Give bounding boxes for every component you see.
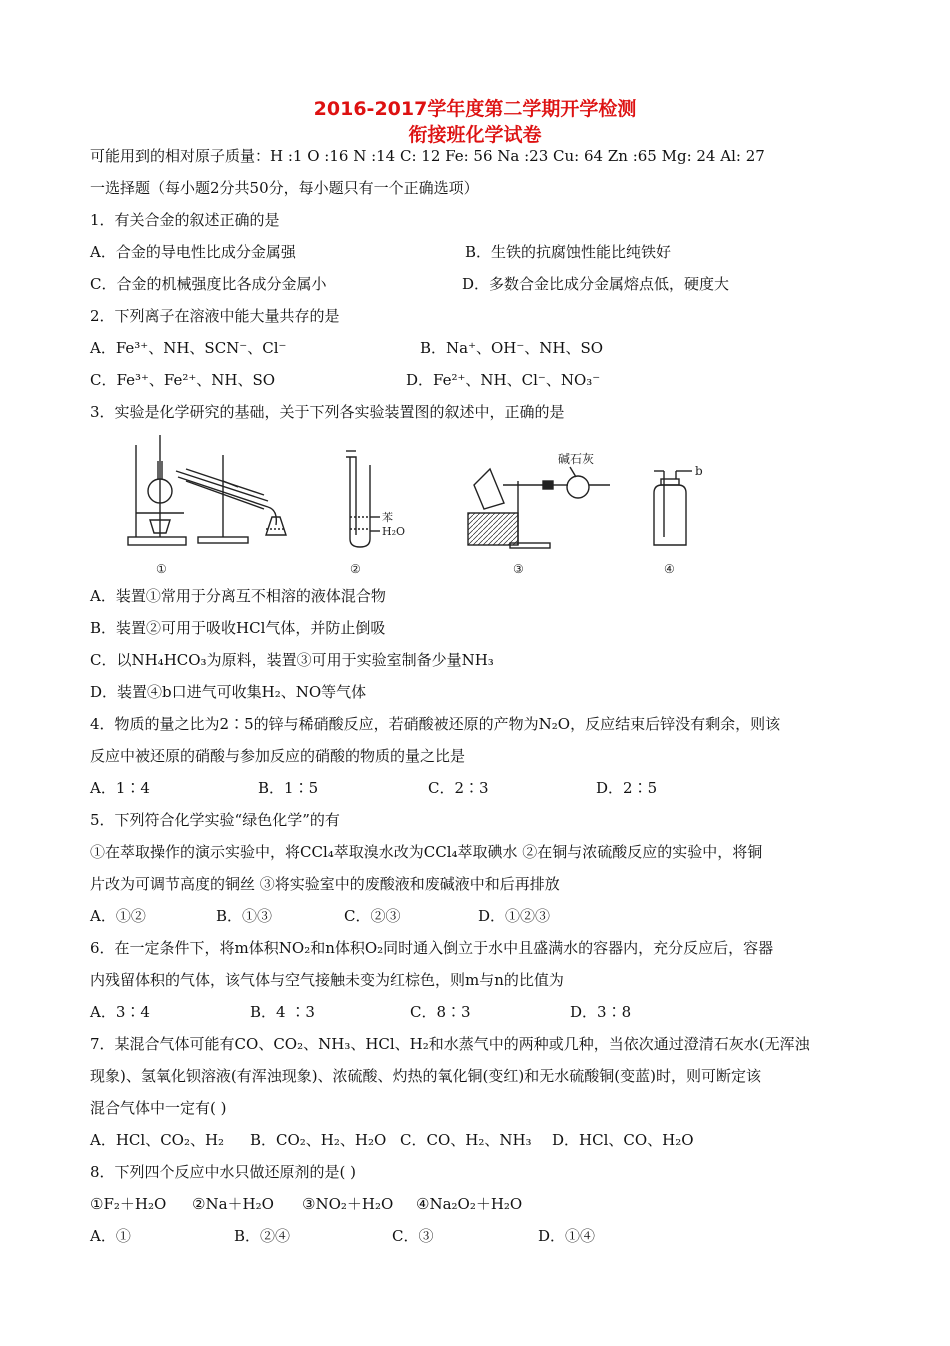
soda-lime-label: 碱石灰: [558, 452, 595, 466]
q8-stem: 8．下列四个反应中水只做还原剂的是( ): [90, 1163, 357, 1181]
q5-option-b[interactable]: B．①③: [216, 907, 273, 925]
q8-reaction-1: ①F₂＋H₂O: [90, 1195, 167, 1213]
q8-reaction-3: ③NO₂＋H₂O: [302, 1195, 394, 1213]
q3-apparatus-figure: [118, 425, 738, 585]
q7-option-b[interactable]: B．CO₂、H₂、H₂O: [250, 1131, 387, 1149]
q5-item-line1: ①在萃取操作的演示实验中，将CCl₄萃取溴水改为CCl₄萃取碘水 ②在铜与浓硫酸反应的实验中，将铜: [90, 843, 763, 861]
q4-option-b[interactable]: B．1∶5: [258, 779, 319, 797]
q6-stem-line1: 6．在一定条件下，将m体积NO₂和n体积O₂同时通入倒立于水中且盛满水的容器内，充分反应后，容器: [90, 939, 774, 957]
q5-option-a[interactable]: A．①②: [90, 907, 146, 925]
q8-reaction-4: ④Na₂O₂＋H₂O: [416, 1195, 523, 1213]
fig-label-1: ①: [156, 562, 167, 576]
q1-option-a[interactable]: A．合金的导电性比成分金属强: [90, 243, 296, 261]
q2-option-b[interactable]: B．Na⁺、OH⁻、NH、SO: [420, 339, 604, 357]
q5-item-line2: 片改为可调节高度的铜丝 ③将实验室中的废酸液和废碱液中和后再排放: [90, 875, 560, 893]
q1-option-d[interactable]: D．多数合金比成分金属熔点低，硬度大: [462, 275, 730, 293]
q3-stem: 3．实验是化学研究的基础，关于下列各实验装置图的叙述中，正确的是: [90, 403, 565, 421]
q7-stem-line3: 混合气体中一定有( ): [90, 1099, 227, 1117]
fig-label-4: ④: [664, 562, 675, 576]
q7-option-d[interactable]: D．HCl、CO、H₂O: [552, 1131, 694, 1149]
q3-option-b[interactable]: B．装置②可用于吸收HCl气体，并防止倒吸: [90, 619, 386, 637]
port-b-label: b: [695, 464, 703, 478]
q3-option-a[interactable]: A．装置①常用于分离互不相溶的液体混合物: [90, 587, 386, 605]
fig-label-3: ③: [513, 562, 524, 576]
apparatus-2-test-tube: [346, 451, 380, 547]
q2-stem: 2．下列离子在溶液中能大量共存的是: [90, 307, 340, 325]
q2-option-c[interactable]: C．Fe³⁺、Fe²⁺、NH、SO: [90, 371, 276, 389]
q6-option-b[interactable]: B．4 ∶3: [250, 1003, 315, 1021]
q5-option-d[interactable]: D．①②③: [478, 907, 551, 925]
q8-option-d[interactable]: D．①④: [538, 1227, 596, 1245]
q7-option-a[interactable]: A．HCl、CO₂、H₂: [90, 1131, 225, 1149]
benzene-label: 苯: [382, 511, 393, 524]
q7-stem-line2: 现象)、氢氧化钡溶液(有浑浊现象)、浓硫酸、灼热的氧化铜(变红)和无水硫酸铜(变蓝)时，则可断定该: [90, 1067, 761, 1085]
q8-reaction-2: ②Na＋H₂O: [192, 1195, 274, 1213]
exam-subtitle: 衔接班化学试卷: [408, 124, 542, 146]
q1-option-c[interactable]: C．合金的机械强度比各成分金属小: [90, 275, 327, 293]
q6-option-c[interactable]: C．8∶3: [410, 1003, 471, 1021]
q4-option-a[interactable]: A．1∶4: [90, 779, 150, 797]
q2-option-d[interactable]: D．Fe²⁺、NH、Cl⁻、NO₃⁻: [406, 371, 601, 389]
q7-option-c[interactable]: C．CO、H₂、NH₃: [400, 1131, 532, 1149]
q6-option-a[interactable]: A．3∶4: [90, 1003, 150, 1021]
q1-stem: 1．有关合金的叙述正确的是: [90, 211, 280, 229]
q4-stem-line1: 4．物质的量之比为2∶5的锌与稀硝酸反应，若硝酸被还原的产物为N₂O，反应结束后锌没有剩余，则该: [90, 715, 781, 733]
q4-option-c[interactable]: C．2∶3: [428, 779, 489, 797]
q7-stem-line1: 7．某混合气体可能有CO、CO₂、NH₃、HCl、H₂和水蒸气中的两种或几种，当依次通过澄清石灰水(无浑浊: [90, 1035, 810, 1053]
q6-option-d[interactable]: D．3∶8: [570, 1003, 632, 1021]
q1-option-b[interactable]: B．生铁的抗腐蚀性能比纯铁好: [465, 243, 672, 261]
q5-stem: 5．下列符合化学实验“绿色化学”的有: [90, 811, 340, 829]
apparatus-3-heating: [468, 467, 610, 548]
q5-option-c[interactable]: C．②③: [344, 907, 401, 925]
q4-option-d[interactable]: D．2∶5: [596, 779, 658, 797]
q6-stem-line2: 内残留体积的气体，该气体与空气接触未变为红棕色，则m与n的比值为: [90, 971, 564, 989]
water-label: H₂O: [382, 525, 406, 538]
q4-stem-line2: 反应中被还原的硝酸与参加反应的硝酸的物质的量之比是: [90, 747, 466, 765]
apparatus-1-distillation: [128, 435, 286, 545]
apparatus-4-gas-bottle: [654, 471, 692, 545]
q2-option-a[interactable]: A．Fe³⁺、NH、SCN⁻、Cl⁻: [90, 339, 287, 357]
exam-title: 2016-2017学年度第二学期开学检测: [313, 98, 637, 120]
q3-option-d[interactable]: D．装置④b口进气可收集H₂、NO等气体: [90, 683, 367, 701]
section-heading: 一选择题（每小题2分共50分，每小题只有一个正确选项）: [90, 179, 479, 197]
q8-option-b[interactable]: B．②④: [234, 1227, 291, 1245]
q8-option-a[interactable]: A．①: [90, 1227, 131, 1245]
atomic-masses: 可能用到的相对原子质量：H :1 O :16 N :14 C: 12 Fe: 56 Na :23 Cu: 64 Zn :65 Mg: 24 Al: 27: [90, 147, 765, 165]
q3-option-c[interactable]: C．以NH₄HCO₃为原料，装置③可用于实验室制备少量NH₃: [90, 651, 494, 669]
fig-label-2: ②: [350, 562, 361, 576]
q8-option-c[interactable]: C．③: [392, 1227, 434, 1245]
